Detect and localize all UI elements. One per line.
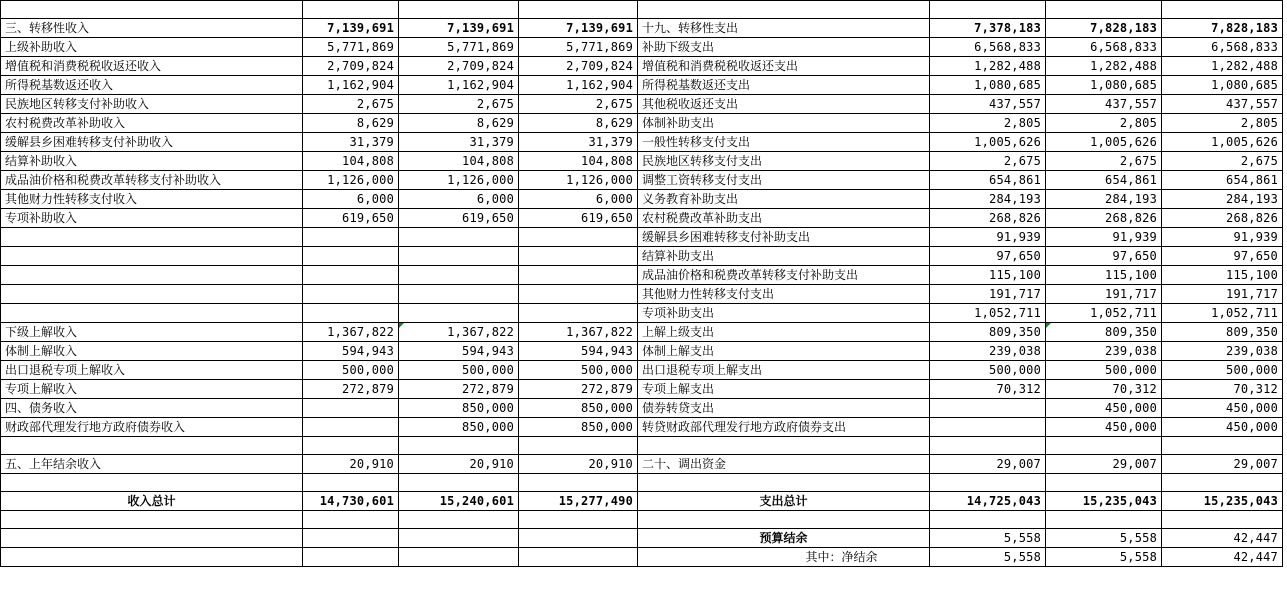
expense-value-col1[interactable]: 1,005,626 [930,133,1046,152]
income-value-col2[interactable]: 2,709,824 [399,57,519,76]
expense-value-col2[interactable] [1046,1,1162,19]
expense-value-col2[interactable]: 115,100 [1046,266,1162,285]
table-row [1,529,1283,548]
income-value-col1[interactable] [303,228,399,247]
l-item-label[interactable]: 结算补助收入 [1,152,303,171]
table-row [1,95,1283,114]
r-item-label[interactable]: 债券转贷支出 [638,399,930,418]
r-item-label[interactable]: 体制上解支出 [638,342,930,361]
income-value-col1[interactable] [303,474,399,492]
income-value-col1[interactable]: 6,000 [303,190,399,209]
income-value-col1[interactable] [303,529,399,548]
r-item-label[interactable] [638,474,930,492]
l-item-label[interactable] [1,266,303,285]
income-value-col1[interactable]: 2,675 [303,95,399,114]
r-item-label[interactable]: 专项补助支出 [638,304,930,323]
r-item-label[interactable]: 民族地区转移支付支出 [638,152,930,171]
income-value-col1[interactable] [303,247,399,266]
table-row [1,399,1283,418]
income-value-col2[interactable]: 104,808 [399,152,519,171]
table-row [1,114,1283,133]
income-value-col1[interactable]: 272,879 [303,380,399,399]
income-value-col3[interactable]: 1,367,822 [519,323,638,342]
r-item-label[interactable]: 结算补助支出 [638,247,930,266]
l-item-label[interactable]: 农村税费改革补助收入 [1,114,303,133]
income-value-col3[interactable] [519,266,638,285]
r-item-label[interactable]: 十九、转移性支出 [638,19,930,38]
income-value-col2[interactable] [399,285,519,304]
expense-value-col1[interactable]: 1,052,711 [930,304,1046,323]
income-value-col1[interactable] [303,548,399,567]
income-value-col2[interactable]: 594,943 [399,342,519,361]
table-body [1,1,1283,567]
expense-value-col3[interactable] [1162,511,1283,529]
table-row [1,455,1283,474]
expense-value-col2[interactable]: 2,675 [1046,152,1162,171]
income-value-col3[interactable] [519,304,638,323]
l-item-label[interactable] [1,285,303,304]
expense-value-col3[interactable] [1162,437,1283,455]
expense-value-col2[interactable]: 97,650 [1046,247,1162,266]
table-row [1,342,1283,361]
expense-value-col1[interactable]: 268,826 [930,209,1046,228]
expense-value-col1[interactable] [930,1,1046,19]
l-item-label[interactable]: 增值税和消费税税收返还收入 [1,57,303,76]
expense-value-col3[interactable] [1162,1,1283,19]
r-item-label[interactable]: 补助下级支出 [638,38,930,57]
income-value-col1[interactable]: 2,709,824 [303,57,399,76]
table-row [1,190,1283,209]
income-value-col2[interactable] [399,437,519,455]
expense-value-col1[interactable] [930,437,1046,455]
table-row [1,57,1283,76]
expense-value-col1[interactable]: 809,350 [930,323,1046,342]
income-value-col3[interactable] [519,548,638,567]
income-value-col1[interactable]: 619,650 [303,209,399,228]
r-item-label[interactable]: 调整工资转移支付支出 [638,171,930,190]
income-value-col3[interactable]: 272,879 [519,380,638,399]
l-item-label[interactable]: 专项上解收入 [1,380,303,399]
income-value-col3[interactable]: 1,126,000 [519,171,638,190]
l-item-label[interactable]: 下级上解收入 [1,323,303,342]
table-row [1,247,1283,266]
expense-value-col2[interactable] [1046,474,1162,492]
r-item-label[interactable]: 二十、调出资金 [638,455,930,474]
r-item-label[interactable]: 一般性转移支付支出 [638,133,930,152]
l-item-label[interactable]: 五、上年结余收入 [1,455,303,474]
l-item-label[interactable]: 成品油价格和税费改革转移支付补助收入 [1,171,303,190]
income-value-col1[interactable]: 594,943 [303,342,399,361]
expense-value-col2[interactable] [1046,437,1162,455]
income-value-col3[interactable]: 2,709,824 [519,57,638,76]
income-value-col3[interactable] [519,228,638,247]
r-item-label[interactable]: 缓解县乡困难转移支付补助支出 [638,228,930,247]
l-item-label[interactable] [1,529,303,548]
income-value-col3[interactable] [519,437,638,455]
expense-value-col2[interactable]: 91,939 [1046,228,1162,247]
expense-value-col1[interactable]: 6,568,833 [930,38,1046,57]
table-row [1,228,1283,247]
income-value-col3[interactable] [519,285,638,304]
expense-value-col3[interactable]: 1,005,626 [1162,133,1283,152]
expense-value-col1[interactable]: 1,282,488 [930,57,1046,76]
l-item-label[interactable] [1,474,303,492]
expense-value-col3[interactable]: 15,235,043 [1162,492,1283,511]
expense-value-col1[interactable]: 91,939 [930,228,1046,247]
r-item-label[interactable]: 其中：净结余 [638,548,930,567]
l-item-label[interactable] [1,548,303,567]
income-value-col2[interactable]: 850,000 [399,418,519,437]
expense-value-col2[interactable]: 809,350 [1046,323,1162,342]
income-value-col3[interactable]: 594,943 [519,342,638,361]
income-value-col3[interactable] [519,474,638,492]
income-value-col2[interactable]: 850,000 [399,399,519,418]
table-row [1,304,1283,323]
expense-value-col3[interactable]: 500,000 [1162,361,1283,380]
income-value-col1[interactable]: 1,162,904 [303,76,399,95]
income-value-col3[interactable]: 6,000 [519,190,638,209]
income-value-col1[interactable]: 5,771,869 [303,38,399,57]
expense-value-col3[interactable]: 91,939 [1162,228,1283,247]
income-value-col1[interactable]: 104,808 [303,152,399,171]
l-item-label[interactable] [1,511,303,529]
income-value-col1[interactable]: 1,367,822 [303,323,399,342]
expense-value-col2[interactable]: 450,000 [1046,399,1162,418]
r-item-label[interactable] [638,511,930,529]
expense-value-col3[interactable]: 7,828,183 [1162,19,1283,38]
expense-value-col2[interactable]: 7,828,183 [1046,19,1162,38]
r-item-label[interactable] [638,437,930,455]
expense-value-col2[interactable]: 1,005,626 [1046,133,1162,152]
expense-value-col1[interactable]: 97,650 [930,247,1046,266]
table-row [1,548,1283,567]
expense-value-col3[interactable]: 6,568,833 [1162,38,1283,57]
expense-value-col1[interactable] [930,511,1046,529]
expense-value-col2[interactable]: 1,052,711 [1046,304,1162,323]
expense-value-col3[interactable]: 1,282,488 [1162,57,1283,76]
income-value-col1[interactable] [303,285,399,304]
income-value-col1[interactable]: 14,730,601 [303,492,399,511]
r-item-label[interactable] [638,1,930,19]
r-item-label[interactable]: 义务教育补助支出 [638,190,930,209]
income-value-col3[interactable]: 31,379 [519,133,638,152]
expense-value-col2[interactable]: 654,861 [1046,171,1162,190]
expense-value-col2[interactable]: 437,557 [1046,95,1162,114]
expense-value-col2[interactable]: 15,235,043 [1046,492,1162,511]
expense-value-col3[interactable]: 42,447 [1162,548,1283,567]
expense-value-col3[interactable]: 70,312 [1162,380,1283,399]
expense-value-col2[interactable]: 70,312 [1046,380,1162,399]
l-item-label[interactable]: 其他财力性转移支付收入 [1,190,303,209]
expense-value-col2[interactable]: 29,007 [1046,455,1162,474]
l-item-label[interactable] [1,228,303,247]
l-item-label[interactable]: 专项补助收入 [1,209,303,228]
table-row [1,361,1283,380]
expense-value-col1[interactable]: 500,000 [930,361,1046,380]
l-item-label[interactable]: 缓解县乡困难转移支付补助收入 [1,133,303,152]
income-value-col2[interactable] [399,529,519,548]
l-item-label[interactable]: 所得税基数返还收入 [1,76,303,95]
expense-value-col1[interactable] [930,474,1046,492]
expense-value-col2[interactable]: 450,000 [1046,418,1162,437]
table-row [1,474,1283,492]
expense-value-col3[interactable]: 450,000 [1162,418,1283,437]
expense-value-col3[interactable]: 284,193 [1162,190,1283,209]
income-value-col1[interactable]: 8,629 [303,114,399,133]
expense-value-col3[interactable]: 239,038 [1162,342,1283,361]
income-value-col2[interactable] [399,228,519,247]
expense-value-col2[interactable]: 191,717 [1046,285,1162,304]
expense-value-col2[interactable]: 239,038 [1046,342,1162,361]
income-value-col2[interactable] [399,474,519,492]
l-item-label[interactable]: 民族地区转移支付补助收入 [1,95,303,114]
income-value-col2[interactable] [399,304,519,323]
r-item-label[interactable]: 所得税基数返还支出 [638,76,930,95]
expense-value-col3[interactable]: 42,447 [1162,529,1283,548]
l-item-label[interactable]: 财政部代理发行地方政府债券收入 [1,418,303,437]
income-value-col2[interactable] [399,247,519,266]
table-row [1,437,1283,455]
income-value-col2[interactable]: 500,000 [399,361,519,380]
table-row [1,171,1283,190]
expense-value-col3[interactable]: 654,861 [1162,171,1283,190]
r-item-label[interactable]: 支出总计 [638,492,930,511]
l-item-label[interactable]: 出口退税专项上解收入 [1,361,303,380]
income-value-col3[interactable]: 7,139,691 [519,19,638,38]
income-value-col2[interactable]: 1,162,904 [399,76,519,95]
expense-value-col1[interactable]: 29,007 [930,455,1046,474]
expense-value-col3[interactable]: 1,080,685 [1162,76,1283,95]
table-row [1,152,1283,171]
income-value-col3[interactable] [519,247,638,266]
income-value-col2[interactable]: 31,379 [399,133,519,152]
expense-value-col2[interactable]: 2,805 [1046,114,1162,133]
l-item-label[interactable]: 体制上解收入 [1,342,303,361]
income-value-col2[interactable]: 20,910 [399,455,519,474]
table-row [1,19,1283,38]
table-row [1,266,1283,285]
income-value-col2[interactable]: 272,879 [399,380,519,399]
income-value-col3[interactable] [519,529,638,548]
income-value-col1[interactable] [303,304,399,323]
income-value-col1[interactable] [303,399,399,418]
table-row [1,76,1283,95]
expense-value-col3[interactable]: 268,826 [1162,209,1283,228]
table-row [1,133,1283,152]
l-item-label[interactable]: 收入总计 [1,492,303,511]
table-row [1,380,1283,399]
income-value-col3[interactable]: 500,000 [519,361,638,380]
l-item-label[interactable]: 三、转移性收入 [1,19,303,38]
income-value-col3[interactable]: 15,277,490 [519,492,638,511]
expense-value-col1[interactable]: 437,557 [930,95,1046,114]
r-item-label[interactable]: 预算结余 [638,529,930,548]
r-item-label[interactable]: 成品油价格和税费改革转移支付补助支出 [638,266,930,285]
income-value-col1[interactable]: 7,139,691 [303,19,399,38]
income-value-col2[interactable]: 5,771,869 [399,38,519,57]
expense-value-col3[interactable]: 97,650 [1162,247,1283,266]
r-item-label[interactable]: 转贷财政部代理发行地方政府债券支出 [638,418,930,437]
income-value-col1[interactable]: 500,000 [303,361,399,380]
expense-value-col3[interactable]: 2,805 [1162,114,1283,133]
table-row [1,38,1283,57]
l-item-label[interactable]: 四、债务收入 [1,399,303,418]
r-item-label[interactable]: 上解上级支出 [638,323,930,342]
expense-value-col1[interactable]: 5,558 [930,548,1046,567]
r-item-label[interactable]: 农村税费改革补助支出 [638,209,930,228]
r-item-label[interactable]: 体制补助支出 [638,114,930,133]
income-value-col2[interactable]: 6,000 [399,190,519,209]
income-value-col1[interactable] [303,1,399,19]
expense-value-col1[interactable]: 2,675 [930,152,1046,171]
expense-value-col1[interactable]: 70,312 [930,380,1046,399]
l-item-label[interactable] [1,247,303,266]
expense-value-col3[interactable]: 2,675 [1162,152,1283,171]
table-row [1,492,1283,511]
income-value-col3[interactable]: 1,162,904 [519,76,638,95]
expense-value-col2[interactable]: 5,558 [1046,548,1162,567]
expense-value-col1[interactable]: 115,100 [930,266,1046,285]
expense-value-col1[interactable]: 1,080,685 [930,76,1046,95]
expense-value-col3[interactable]: 191,717 [1162,285,1283,304]
expense-value-col1[interactable] [930,399,1046,418]
r-item-label[interactable]: 专项上解支出 [638,380,930,399]
l-item-label[interactable] [1,304,303,323]
income-value-col2[interactable] [399,548,519,567]
income-value-col3[interactable] [519,1,638,19]
expense-value-col3[interactable]: 29,007 [1162,455,1283,474]
expense-value-col3[interactable]: 450,000 [1162,399,1283,418]
expense-value-col1[interactable]: 14,725,043 [930,492,1046,511]
expense-value-col1[interactable]: 284,193 [930,190,1046,209]
expense-value-col1[interactable]: 654,861 [930,171,1046,190]
expense-value-col2[interactable]: 1,282,488 [1046,57,1162,76]
table-row [1,323,1283,342]
expense-value-col3[interactable]: 1,052,711 [1162,304,1283,323]
table-row [1,418,1283,437]
expense-value-col1[interactable]: 7,378,183 [930,19,1046,38]
income-value-col3[interactable]: 20,910 [519,455,638,474]
l-item-label[interactable] [1,437,303,455]
income-value-col1[interactable] [303,511,399,529]
income-value-col2[interactable]: 1,126,000 [399,171,519,190]
table-row [1,1,1283,19]
income-value-col2[interactable]: 15,240,601 [399,492,519,511]
income-value-col2[interactable]: 2,675 [399,95,519,114]
income-value-col1[interactable] [303,418,399,437]
r-item-label[interactable]: 其他财力性转移支付支出 [638,285,930,304]
expense-value-col3[interactable]: 437,557 [1162,95,1283,114]
income-value-col2[interactable] [399,511,519,529]
expense-value-col2[interactable]: 5,558 [1046,529,1162,548]
income-value-col2[interactable]: 8,629 [399,114,519,133]
income-value-col3[interactable]: 104,808 [519,152,638,171]
r-item-label[interactable]: 其他税收返还支出 [638,95,930,114]
income-value-col3[interactable]: 8,629 [519,114,638,133]
income-value-col3[interactable]: 5,771,869 [519,38,638,57]
income-value-col3[interactable]: 850,000 [519,399,638,418]
expense-value-col2[interactable]: 500,000 [1046,361,1162,380]
expense-value-col2[interactable] [1046,511,1162,529]
table-row [1,511,1283,529]
income-value-col1[interactable]: 31,379 [303,133,399,152]
table-row [1,209,1283,228]
r-item-label[interactable]: 增值税和消费税税收返还支出 [638,57,930,76]
income-value-col2[interactable]: 1,367,822 [399,323,519,342]
income-value-col1[interactable]: 1,126,000 [303,171,399,190]
expense-value-col1[interactable]: 191,717 [930,285,1046,304]
income-value-col3[interactable]: 850,000 [519,418,638,437]
expense-value-col2[interactable]: 1,080,685 [1046,76,1162,95]
expense-value-col3[interactable]: 809,350 [1162,323,1283,342]
income-value-col3[interactable]: 619,650 [519,209,638,228]
expense-value-col3[interactable] [1162,474,1283,492]
expense-value-col1[interactable] [930,418,1046,437]
income-value-col1[interactable] [303,437,399,455]
income-value-col1[interactable] [303,266,399,285]
expense-value-col1[interactable]: 2,805 [930,114,1046,133]
table-row [1,285,1283,304]
expense-value-col2[interactable]: 6,568,833 [1046,38,1162,57]
income-value-col2[interactable]: 619,650 [399,209,519,228]
expense-value-col1[interactable]: 239,038 [930,342,1046,361]
income-value-col1[interactable]: 20,910 [303,455,399,474]
expense-value-col1[interactable]: 5,558 [930,529,1046,548]
income-value-col2[interactable]: 7,139,691 [399,19,519,38]
l-item-label[interactable] [1,1,303,19]
r-item-label[interactable]: 出口退税专项上解支出 [638,361,930,380]
sheet-bottom-area [0,576,1287,592]
income-value-col3[interactable]: 2,675 [519,95,638,114]
expense-value-col3[interactable]: 115,100 [1162,266,1283,285]
income-value-col2[interactable] [399,266,519,285]
income-value-col2[interactable] [399,1,519,19]
l-item-label[interactable]: 上级补助收入 [1,38,303,57]
expense-value-col2[interactable]: 284,193 [1046,190,1162,209]
income-value-col3[interactable] [519,511,638,529]
expense-value-col2[interactable]: 268,826 [1046,209,1162,228]
